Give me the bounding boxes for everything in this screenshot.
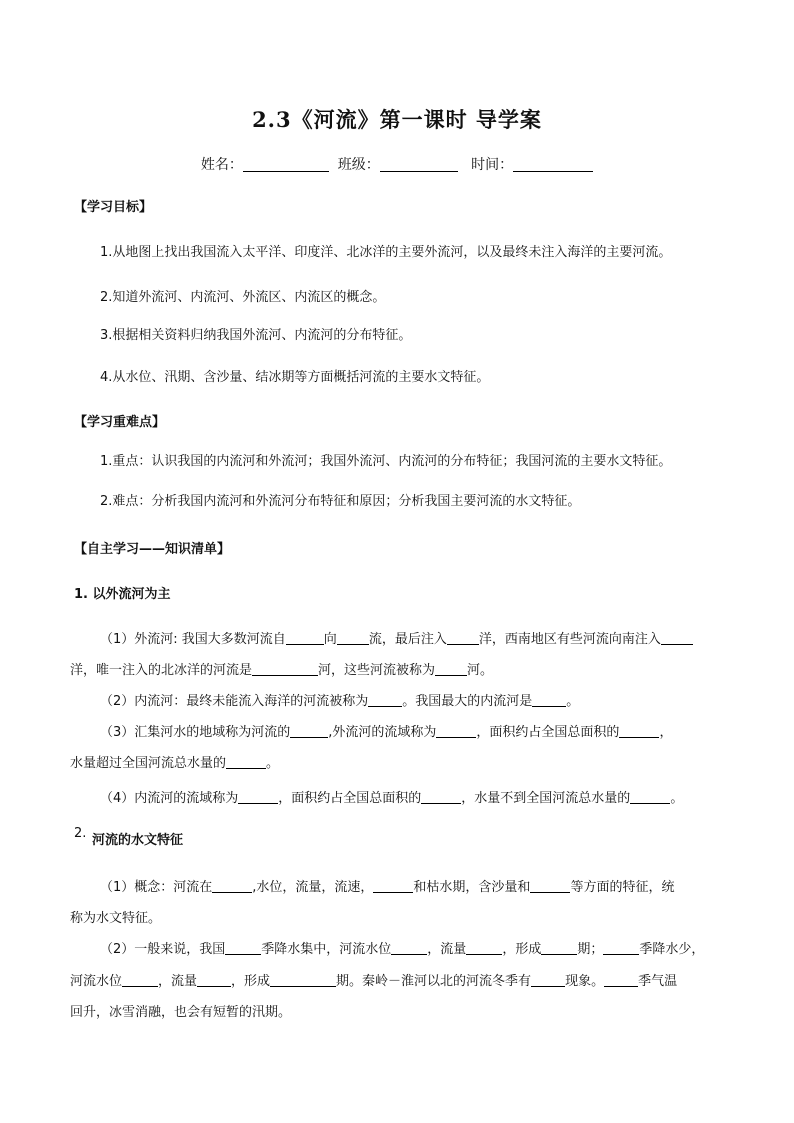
key-header: 【学习重难点】 xyxy=(74,415,166,430)
text: （1）概念：河流在 xyxy=(100,880,213,895)
text: 流，最后注入 xyxy=(368,632,447,647)
time-blank[interactable] xyxy=(513,157,593,172)
paragraph-outflow-line2 xyxy=(70,659,493,678)
fill-blank[interactable] xyxy=(436,725,476,738)
text: 向 xyxy=(323,632,337,647)
paragraph-inland-basin xyxy=(100,787,683,806)
class-label: 班级： xyxy=(337,157,380,173)
text: 期。秦岭－淮河以北的河流冬季有 xyxy=(336,974,532,989)
goal-item: 3.根据相关资料归纳我国外流河、内流河的分布特征。 xyxy=(100,328,412,343)
fill-blank[interactable] xyxy=(447,632,479,645)
text: 河，这些河流被称为 xyxy=(318,663,436,678)
text: 洋，西南地区有些河流向南注入 xyxy=(478,632,661,647)
text: ，流量 xyxy=(427,942,467,957)
time-label: 时间： xyxy=(471,157,514,173)
paragraph-outflow-line1 xyxy=(100,628,693,647)
goal-item: 1.从地图上找出我国流入太平洋、印度洋、北冰洋的主要外流河，以及最终未注入海洋的主要河流。 xyxy=(100,245,672,260)
text: 季气温 xyxy=(638,974,678,989)
text: 现象。 xyxy=(565,974,605,989)
goal-item: 4.从水位、汛期、含沙量、结冰期等方面概括河流的主要水文特征。 xyxy=(100,370,490,385)
text: ，形成 xyxy=(231,974,271,989)
text: ，流量 xyxy=(158,974,198,989)
fill-blank[interactable] xyxy=(122,974,158,987)
text: 洋，唯一注入的北冰洋的河流是 xyxy=(70,663,253,678)
paragraph-season-line1 xyxy=(100,938,704,957)
fill-blank[interactable] xyxy=(532,694,566,707)
fill-blank[interactable] xyxy=(238,791,278,804)
text: （1）外流河: 我国大多数河流自 xyxy=(100,632,286,647)
goals-header: 【学习目标】 xyxy=(74,200,153,215)
fill-blank[interactable] xyxy=(661,632,693,645)
fill-blank[interactable] xyxy=(435,663,467,676)
fill-blank[interactable] xyxy=(337,632,369,645)
fill-blank[interactable] xyxy=(604,974,638,987)
goal-item: 2.知道外流河、内流河、外流区、内流区的概念。 xyxy=(100,290,386,305)
text: ，形成 xyxy=(502,942,542,957)
name-blank[interactable] xyxy=(243,157,329,172)
paragraph-concept-line2: 称为水文特征。 xyxy=(70,911,162,926)
key-item: 1.重点：认识我国的内流河和外流河；我国外流河、内流河的分布特征；我国河流的主要水文特征。 xyxy=(100,454,672,469)
key-item: 2.难点：分析我国内流河和外流河分布特征和原因；分析我国主要河流的水文特征。 xyxy=(100,494,581,509)
fill-blank[interactable] xyxy=(368,694,402,707)
text: （4）内流河的流域称为 xyxy=(100,791,239,806)
class-blank[interactable] xyxy=(380,157,458,172)
text: ，水量不到全国河流总水量的 xyxy=(461,791,631,806)
fill-blank[interactable] xyxy=(212,880,252,893)
fill-blank[interactable] xyxy=(225,942,261,955)
self-study-header: 【自主学习——知识清单】 xyxy=(74,542,231,557)
text: 季降水集中，河流水位 xyxy=(261,942,392,957)
student-info-line xyxy=(0,154,794,174)
text: （2）内流河：最终未能流入海洋的河流被称为 xyxy=(100,694,369,709)
name-label: 姓名： xyxy=(200,157,243,173)
fill-blank[interactable] xyxy=(421,791,461,804)
fill-blank[interactable] xyxy=(630,791,670,804)
paragraph-concept-line1 xyxy=(100,876,674,895)
fill-blank[interactable] xyxy=(226,756,266,769)
paragraph-inland-river xyxy=(100,690,579,709)
text: 河流水位 xyxy=(70,974,123,989)
document-title: 2.3《河流》第一课时 导学案 xyxy=(252,107,542,132)
fill-blank[interactable] xyxy=(373,880,413,893)
text: 。我国最大的内流河是 xyxy=(402,694,533,709)
section-2-heading: 河流的水文特征 xyxy=(92,833,184,848)
text: 水量超过全国河流总水量的 xyxy=(70,756,227,771)
fill-blank[interactable] xyxy=(466,942,502,955)
fill-blank[interactable] xyxy=(530,880,570,893)
text: 。 xyxy=(566,694,580,709)
text: 河。 xyxy=(467,663,494,678)
text: 和枯水期，含沙量和 xyxy=(413,880,531,895)
fill-blank[interactable] xyxy=(619,725,659,738)
fill-blank[interactable] xyxy=(391,942,427,955)
fill-blank[interactable] xyxy=(290,725,328,738)
text: 。 xyxy=(670,791,684,806)
fill-blank[interactable] xyxy=(603,942,639,955)
paragraph-basin-line2 xyxy=(70,752,279,771)
section-2-number: 2. xyxy=(74,826,87,841)
text: （3）汇集河水的地域称为河流的 xyxy=(100,725,291,740)
paragraph-season-line3: 回升，冰雪消融，也会有短暂的汛期。 xyxy=(70,1005,292,1020)
text: （2）一般来说，我国 xyxy=(100,942,226,957)
section-1-heading: 1. 以外流河为主 xyxy=(74,587,171,602)
text: ， xyxy=(659,725,673,740)
text: 。 xyxy=(266,756,280,771)
text: 期； xyxy=(577,942,604,957)
text: ,水位，流量，流速， xyxy=(252,880,374,895)
text: 季降水少， xyxy=(639,942,705,957)
text: ,外流河的流域称为 xyxy=(328,725,437,740)
text: ，面积约占全国总面积的 xyxy=(278,791,422,806)
text: 等方面的特征，统 xyxy=(570,880,675,895)
fill-blank[interactable] xyxy=(541,942,577,955)
paragraph-season-line2 xyxy=(70,970,677,989)
text: ，面积约占全国总面积的 xyxy=(476,725,620,740)
fill-blank[interactable] xyxy=(252,663,318,676)
fill-blank[interactable] xyxy=(197,974,231,987)
paragraph-basin-line1 xyxy=(100,721,672,740)
fill-blank[interactable] xyxy=(531,974,565,987)
fill-blank[interactable] xyxy=(270,974,336,987)
fill-blank[interactable] xyxy=(286,632,324,645)
